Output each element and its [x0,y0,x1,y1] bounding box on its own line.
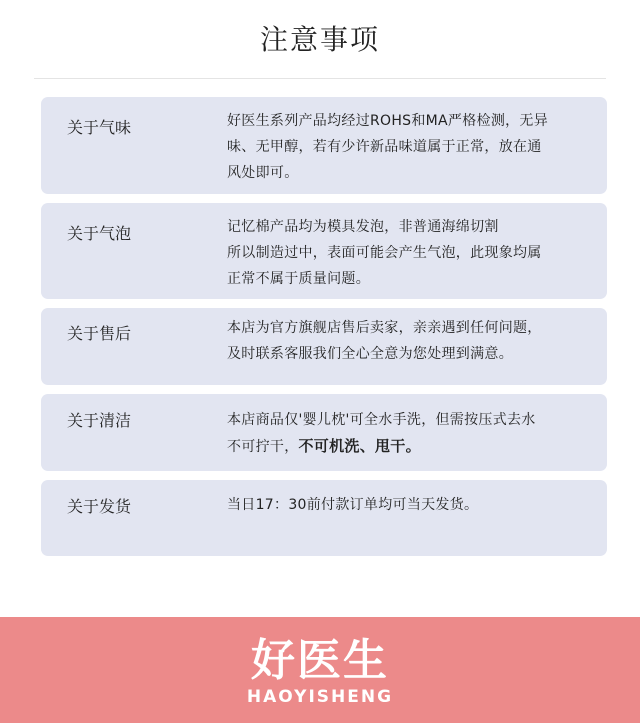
notice-line-text: 不可拧干， [227,439,299,455]
notice-body [227,214,587,292]
notice-label: 关于气泡 [67,224,132,243]
notice-card-shipping [41,480,607,556]
notice-line: 本店为官方旗舰店售后卖家，亲亲遇到任何问题， [227,320,542,336]
notice-card-bubbles [41,203,607,299]
notice-label: 关于售后 [67,324,132,343]
brand-logo: 好医生 [251,635,389,686]
notice-label: 关于清洁 [67,411,132,430]
notice-body [227,407,587,460]
notice-body [227,492,587,518]
notice-label: 关于发货 [67,497,132,516]
notice-line: 记忆棉产品均为模具发泡，非普通海绵切割 [227,219,499,235]
notice-card-after-sales [41,308,607,385]
notice-body [227,108,587,186]
notice-line: 味、无甲醇，若有少许新品味道属于正常，放在通 [227,139,542,155]
notice-emphasis: 不可机洗、甩干。 [298,437,421,455]
notice-line: 当日17：30前付款订单均可当天发货。 [227,497,479,513]
title-divider [34,78,606,79]
notice-line: 风处即可。 [227,165,299,181]
notice-line: 正常不属于质量问题。 [227,271,370,287]
brand-romanized-name: HAOYISHENG [246,687,394,707]
notice-line: 及时联系客服我们全心全意为您处理到满意。 [227,346,513,362]
footer-brand-banner [0,617,640,723]
notice-label: 关于气味 [67,118,132,137]
notice-line: 本店商品仅'婴儿枕'可全水手洗，但需按压式去水 [227,412,536,428]
notice-card-cleaning [41,394,607,471]
page-title: 注意事项 [259,23,380,56]
notice-body [227,315,587,367]
notice-line: 好医生系列产品均经过ROHS和MA严格检测，无异 [227,113,549,129]
notice-line: 所以制造过中，表面可能会产生气泡，此现象均属 [227,245,542,261]
notice-card-smell [41,97,607,194]
notice-line [227,433,587,460]
